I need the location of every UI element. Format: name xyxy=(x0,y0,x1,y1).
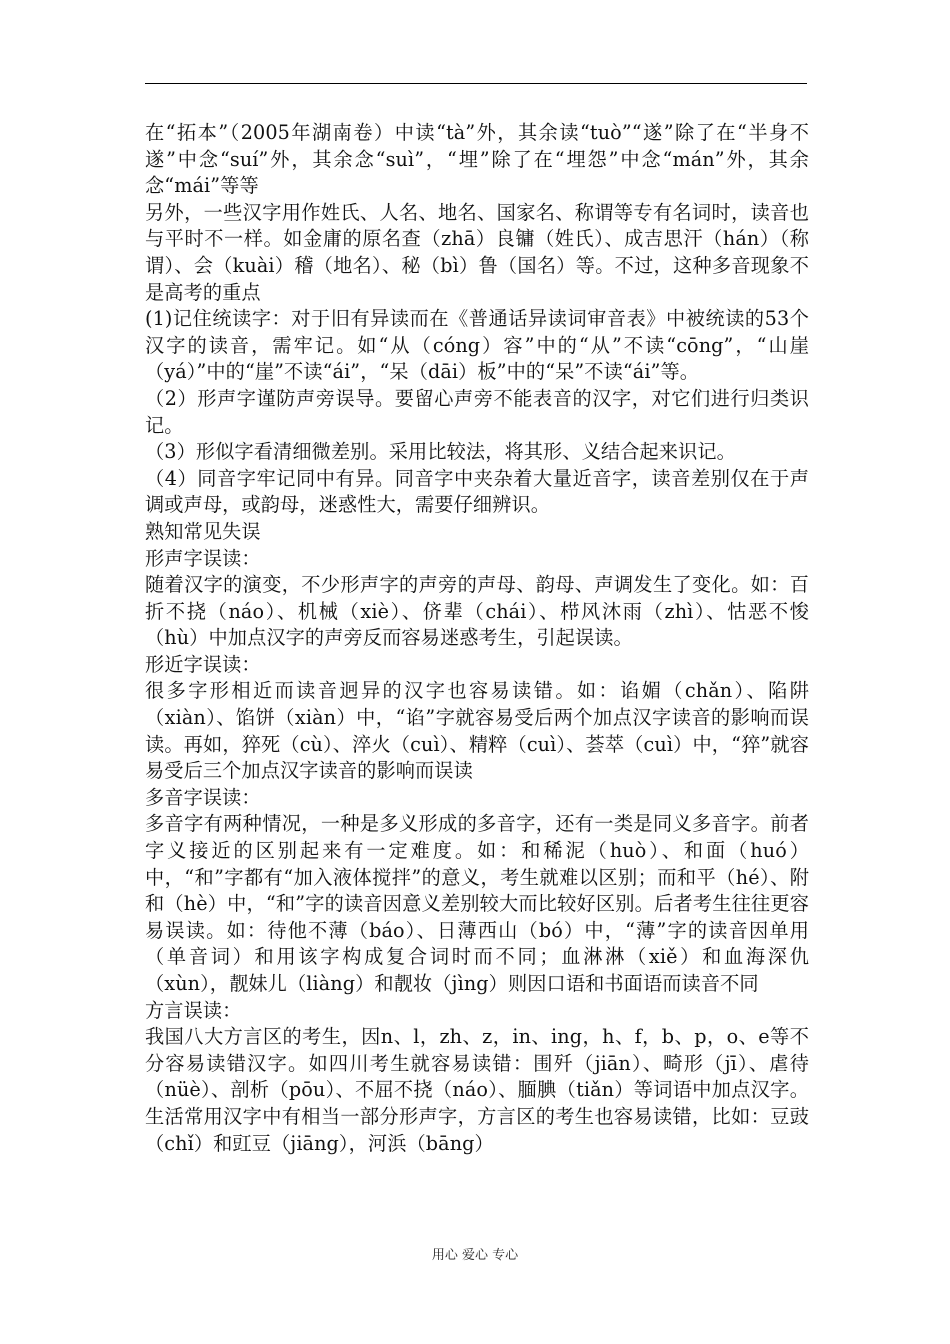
paragraph: 多音字有两种情况，一种是多义形成的多音字，还有一类是同义多音字。前者字义接近的区别起来有一定难度。如：和稀泥（huò）、和面（huó）中，“和”字都有“加入液体搅拌”的意义，考生就难以区别；而和平（hé）、附和（hè）中，“和”字的读音因意义差别较大而比较好区别。后者考生往往更容易误读。如：待他不薄（báo）、日薄西山（bó）中，“薄”字的读音因单用（单音词）和用该字构成复合词时而不同；血淋淋（xiě）和血海深仇（xùn），靓妹儿（liàng）和靓妆（jìng）则因口语和书面语而读音不同 xyxy=(145,812,809,995)
paragraph: （3）形似字看清细微差别。采用比较法，将其形、义结合起来识记。 xyxy=(145,440,736,464)
document-body xyxy=(145,120,809,1157)
paragraph: 在“拓本”（2005年湖南卷）中读“tà”外，其余读“tuò”“遂”除了在“半身不遂”中念“suí”外，其余念“suì”，“埋”除了在“埋怨”中念“mán”外，其余念“mái”等等 xyxy=(145,121,809,198)
section-heading: 熟知常见失误 xyxy=(145,519,261,543)
section-heading: 形声字误读： xyxy=(145,546,261,570)
paragraph: （4）同音字牢记同中有异。同音字中夹杂着大量近音字，读音差别仅在于声调或声母，或韵母，迷惑性大，需要仔细辨识。 xyxy=(145,466,809,517)
header-rule xyxy=(145,83,807,84)
page-footer: 用心 爱心 专心 xyxy=(431,1248,519,1263)
paragraph: （2）形声字谨防声旁误导。要留心声旁不能表音的汉字，对它们进行归类识记。 xyxy=(145,386,809,437)
paragraph: 很多字形相近而读音迥异的汉字也容易读错。如：谄媚（chǎn）、陷阱（xiàn）、馅饼（xiàn）中，“谄”字就容易受后两个加点汉字读音的影响而误读。再如，猝死（cù）、淬火（cuì）、精粹（cuì）、荟萃（cuì）中，“猝”就容易受后三个加点汉字读音的影响而误读 xyxy=(145,679,809,783)
section-heading: 多音字误读： xyxy=(145,785,261,809)
paragraph: (1)记住统读字：对于旧有异读而在《普通话异读词审音表》中被统读的53个汉字的读音，需牢记。如“从（cóng）容”中的“从”不读“cōng”，“山崖（yá）”中的“崖”不读“ái”，“呆（dāi）板”中的“呆”不读“ái”等。 xyxy=(145,307,809,384)
section-heading: 方言误读： xyxy=(145,998,242,1022)
paragraph: 随着汉字的演变，不少形声字的声旁的声母、韵母、声调发生了变化。如：百折不挠（náo）、机械（xiè）、侪辈（chái）、栉风沐雨（zhì）、怙恶不悛（hù）中加点汉字的声旁反而容易迷惑考生，引起误读。 xyxy=(145,573,809,650)
paragraph: 另外，一些汉字用作姓氏、人名、地名、国家名、称谓等专有名词时，读音也与平时不一样。如金庸的原名查（zhā）良镛（姓氏）、成吉思汗（hán）（称谓）、会（kuài）稽（地名）、秘（bì）鲁（国名）等。不过，这种多音现象不是高考的重点 xyxy=(145,200,809,304)
paragraph: 我国八大方言区的考生，因n、l，zh、z，in、ing，h、f，b、p，o、e等不分容易读错汉字。如四川考生就容易读错：围歼（jiān）、畸形（jī）、虐待（nüè）、剖析（pōu）、不屈不挠（náo）、腼腆（tiǎn）等词语中加点汉字。生活常用汉字中有相当一部分形声字，方言区的考生也容易读错，比如：豆豉（chǐ）和豇豆（jiāng），河浜（bāng） xyxy=(145,1025,809,1155)
section-heading: 形近字误读： xyxy=(145,652,261,676)
